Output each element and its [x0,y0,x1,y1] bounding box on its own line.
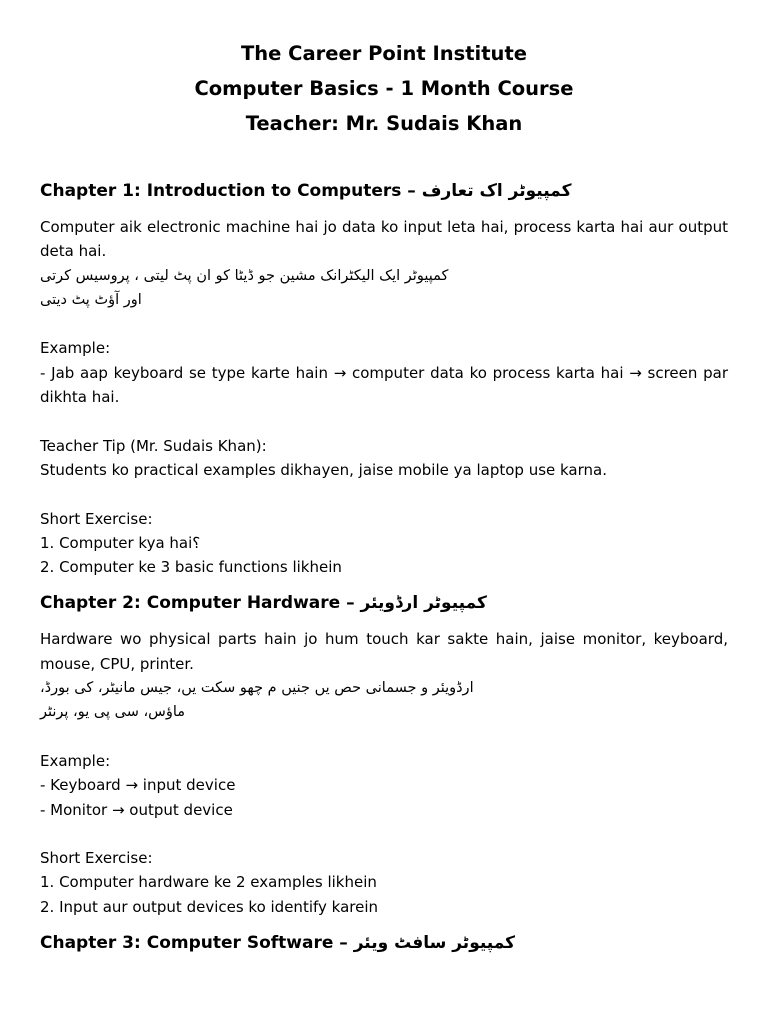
chapter-2-exercise-1: 1. Computer hardware ke 2 examples likhein [40,873,377,892]
chapter-2-title: Chapter 2: Computer Hardware – کمپیوٹر ارڈویئر [40,593,487,614]
teacher-name: Teacher: Mr. Sudais Khan [245,112,523,135]
chapter-1-intro-urdu-line-1: کمپیوٹر ایک الیکٹرانک مشین جو ڈیٹا کو ان پٹ لیتی ، پروسیس کرتی [40,267,449,284]
chapter-1-section [40,177,728,579]
chapter-1-exercise-2: 2. Computer ke 3 basic functions likhein [40,558,342,577]
chapter-2-intro-urdu-line-2: ماؤس، سی پی یو، پرنٹر [40,704,186,721]
chapter-1-tip-text: Students ko practical examples dikhayen, jaise mobile ya laptop use karna. [40,460,607,479]
spacer [40,312,728,336]
spacer [40,482,728,506]
chapter-2-exercise-label: Short Exercise: [40,849,153,868]
chapter-1-title: Chapter 1: Introduction to Computers – کمپیوٹر اک تعارف [40,181,572,201]
chapter-2-intro-urdu-line-1: ارڈویئر و جسمانی حص یں جنیں م چھو سکت یں، جیس مانیٹر، کی بورڈ، [40,680,474,697]
chapter-1-example-label: Example: [40,339,111,358]
spacer [40,822,728,846]
spacer [40,409,728,433]
chapter-2-exercise-2: 2. Input aur output devices ko identify karein [40,897,379,916]
chapter-1-example-text: - Jab aap keyboard se type karte hain → computer data ko process karta hai → screen par dikhta hai. [40,363,728,407]
spacer [40,725,728,749]
institute-name: The Career Point Institute [240,42,527,65]
chapter-3-section [40,929,728,957]
course-title: Computer Basics - 1 Month Course [194,77,574,100]
chapter-2-intro-english: Hardware wo physical parts hain jo hum touch kar sakte hain, jaise monitor, keyboard, mouse, CPU, printer. [40,630,728,673]
chapter-1-intro-english: Computer aik electronic machine hai jo data ko input leta hai, process karta hai aur output deta hai. [40,218,728,261]
chapter-2-section [40,589,728,919]
chapter-1-tip-label: Teacher Tip (Mr. Sudais Khan): [40,436,267,455]
chapter-1-intro-urdu-line-2: اور آؤٹ پٹ دیتی [40,291,142,308]
chapter-2-example-2: - Monitor → output device [40,800,233,819]
document-header [40,36,728,141]
chapter-3-title: Chapter 3: Computer Software – کمپیوٹر سافٹ ویئر [40,933,516,954]
chapter-1-exercise-1: 1. Computer kya hai؟ [40,533,201,552]
chapter-2-example-1: - Keyboard → input device [40,776,236,795]
chapter-2-example-label: Example: [40,751,111,770]
chapter-1-exercise-label: Short Exercise: [40,509,153,528]
